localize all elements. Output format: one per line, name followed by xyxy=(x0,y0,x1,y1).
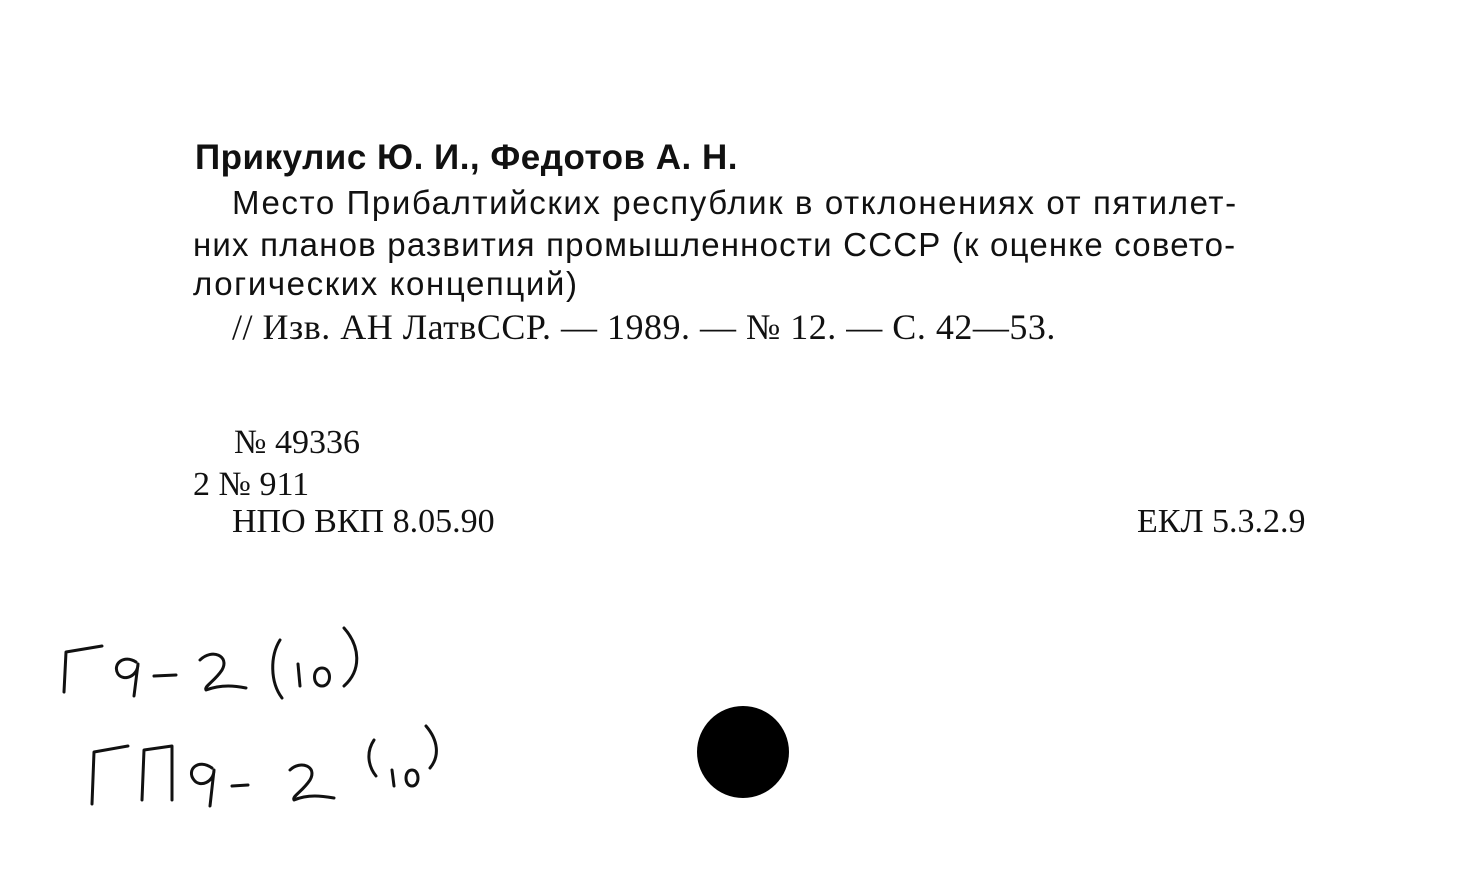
authors: Прикулис Ю. И., Федотов А. Н. xyxy=(195,138,738,177)
copy-number: 2 № 911 xyxy=(193,466,310,503)
title-line-1: Место Прибалтийских республик в отклонениях от пятилет- xyxy=(232,184,1238,221)
handwritten-note-2 xyxy=(92,726,436,806)
publisher-date: НПО ВКП 8.05.90 xyxy=(232,503,495,540)
punch-hole xyxy=(697,706,789,798)
classification-code: ЕКЛ 5.3.2.9 xyxy=(1137,503,1306,540)
accession-number: № 49336 xyxy=(234,424,360,461)
title-line-2: них планов развития промышленности СССР (к оценке совето- xyxy=(193,226,1237,263)
source-citation: // Изв. АН ЛатвССР. — 1989. — № 12. — С. 42—53. xyxy=(232,307,1056,347)
handwritten-note-1 xyxy=(64,628,357,698)
title-line-3: логических концепций) xyxy=(193,265,579,302)
